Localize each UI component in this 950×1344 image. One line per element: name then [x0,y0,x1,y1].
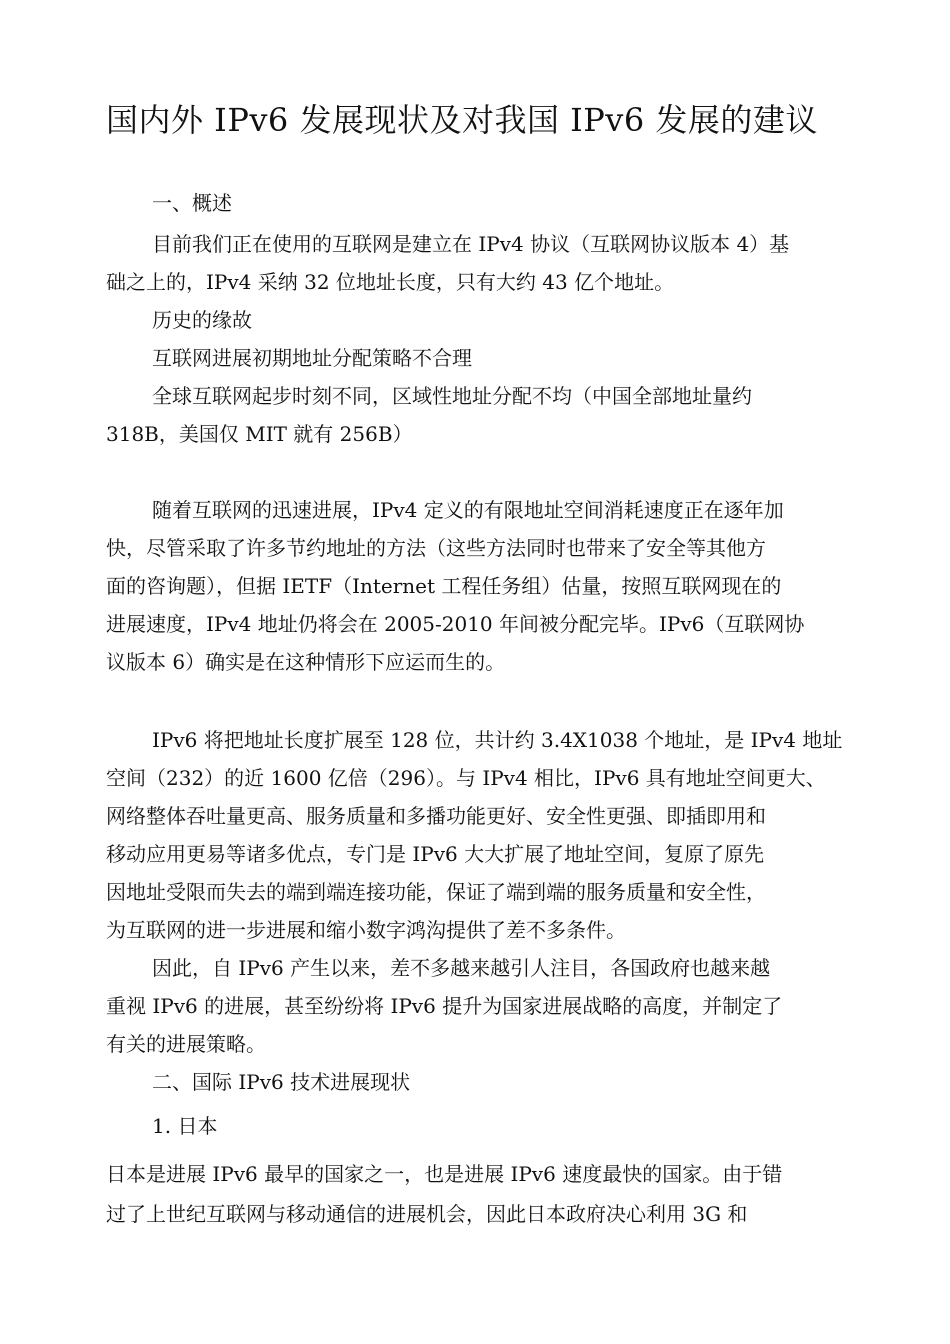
subsection-heading-japan: 1. 日本 [152,1114,218,1138]
paragraph-line: 有关的进展策略。 [106,1032,266,1056]
paragraph-line: 互联网进展初期地址分配策略不合理 [152,346,472,370]
paragraph-line: 因此，自 IPv6 产生以来，差不多越来越引人注目，各国政府也越来越 [152,956,771,980]
section-heading-overview: 一、概述 [152,191,232,215]
paragraph-line: 网络整体吞吐量更高、服务质量和多播功能更好、安全性更强、即插即用和 [106,804,766,828]
section-heading-international: 二、国际 IPv6 技术进展现状 [152,1070,411,1094]
paragraph-line: 过了上世纪互联网与移动通信的进展机会，因此日本政府决心利用 3G 和 [106,1202,748,1226]
paragraph-line: IPv6 将把地址长度扩展至 128 位，共计约 3.4X1038 个地址，是 IPv4 地址 [152,728,843,752]
paragraph-line: 进展速度，IPv4 地址仍将会在 2005-2010 年间被分配完毕。IPv6（互联网协 [106,612,805,636]
paragraph-line: 全球互联网起步时刻不同，区域性地址分配不均（中国全部地址量约 [152,384,752,408]
paragraph-line: 318B，美国仅 MIT 就有 256B） [106,422,413,446]
paragraph-line: 日本是进展 IPv6 最早的国家之一，也是进展 IPv6 速度最快的国家。由于错 [106,1162,783,1186]
paragraph-line: 为互联网的进一步进展和缩小数字鸿沟提供了差不多条件。 [106,918,626,942]
paragraph-line: 移动应用更易等诸多优点，专门是 IPv6 大大扩展了地址空间，复原了原先 [106,842,765,866]
paragraph-line: 随着互联网的迅速进展，IPv4 定义的有限地址空间消耗速度正在逐年加 [152,498,784,522]
paragraph-line: 目前我们正在使用的互联网是建立在 IPv4 协议（互联网协议版本 4）基 [152,232,790,256]
paragraph-line: 因地址受限而失去的端到端连接功能，保证了端到端的服务质量和安全性， [106,880,766,904]
paragraph-line: 础之上的，IPv4 采纳 32 位地址长度，只有大约 43 亿个地址。 [106,270,675,294]
paragraph-line: 重视 IPv6 的进展，甚至纷纷将 IPv6 提升为国家进展战略的高度，并制定了 [106,994,783,1018]
paragraph-line: 快，尽管采取了许多节约地址的方法（这些方法同时也带来了安全等其他方 [106,536,766,560]
document-title: 国内外 IPv6 发展现状及对我国 IPv6 发展的建议 [106,101,818,139]
paragraph-line: 历史的缘故 [152,308,252,332]
paragraph-line: 面的咨询题），但据 IETF（Internet 工程任务组）估量，按照互联网现在的 [106,574,782,598]
paragraph-line: 空间（232）的近 1600 亿倍（296）。与 IPv4 相比，IPv6 具有地址空间更大、 [106,766,826,790]
paragraph-line: 议版本 6）确实是在这种情形下应运而生的。 [106,650,506,674]
